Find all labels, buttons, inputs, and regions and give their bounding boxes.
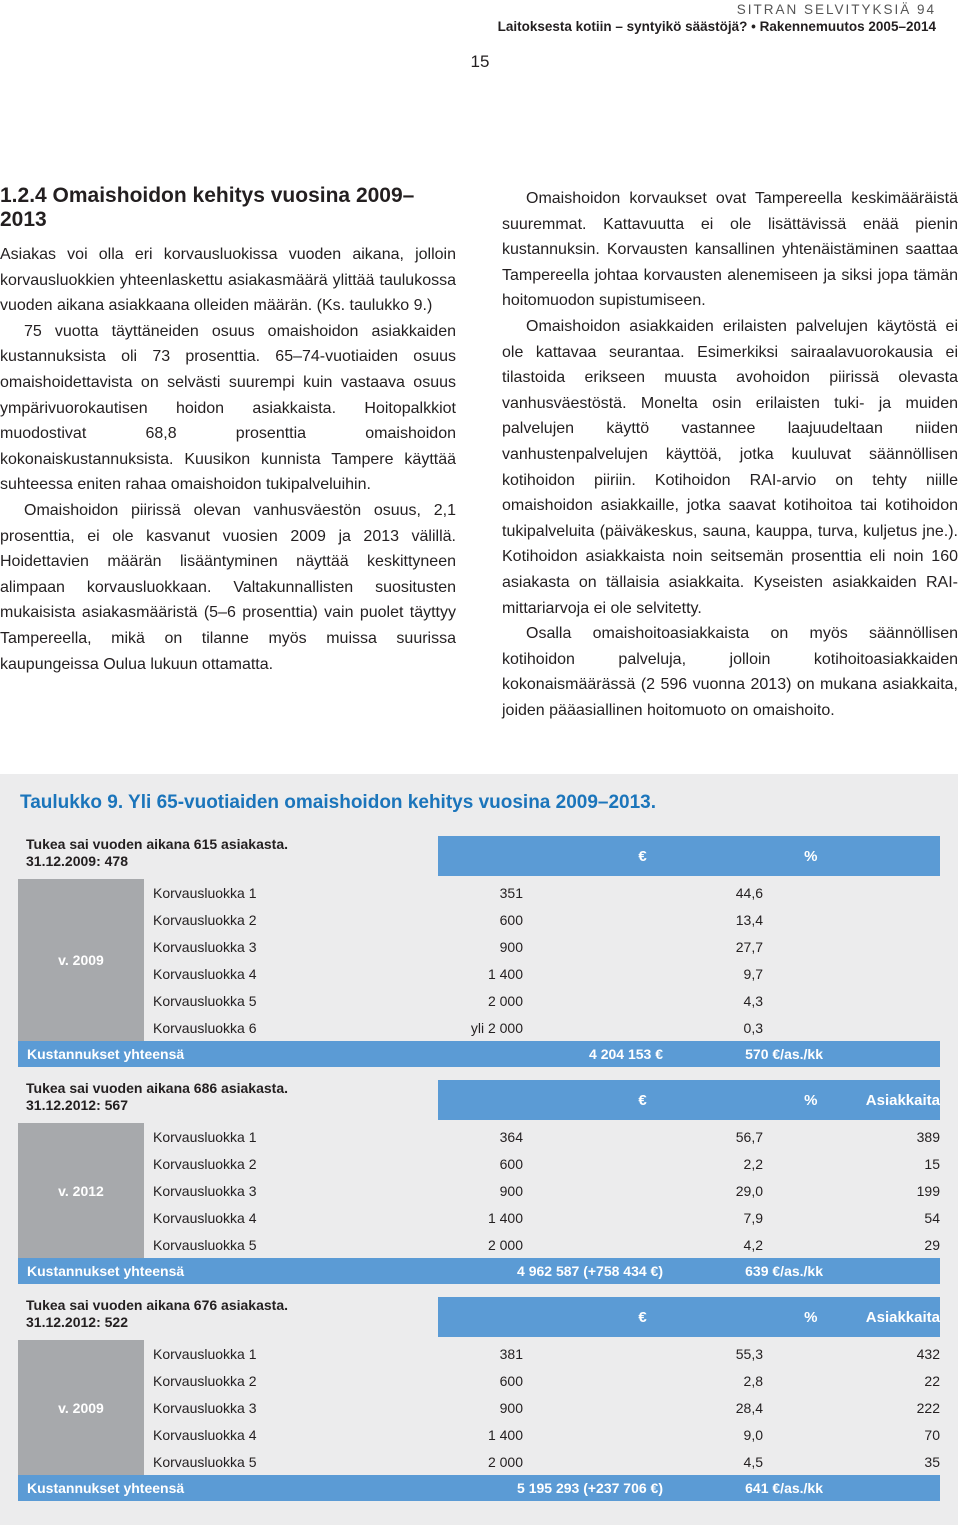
class-cell: Korvausluokka 2 xyxy=(153,1372,257,1389)
rows xyxy=(144,1123,940,1258)
class-cell: Korvausluokka 3 xyxy=(153,938,257,955)
eur-cell: 600 xyxy=(499,1372,523,1389)
eur-cell: 351 xyxy=(499,884,523,901)
class-cell: Korvausluokka 1 xyxy=(153,884,257,901)
series-name: SITRAN SELVITYKSIÄ 94 xyxy=(736,2,936,17)
table-row xyxy=(144,1014,940,1041)
eur-cell: 600 xyxy=(499,1155,523,1172)
publication-subtitle: Laitoksesta kotiin – syntyikö säästöjä? • Rakennemuutos 2005–2014 xyxy=(497,19,936,34)
paragraph: 75 vuotta täyttäneiden osuus omaishoidon asiakkaiden kustannuksista oli 73 prosenttia. 65–74-vuotiaiden osuus omaishoidettavista on selvästi suurempi kuin vastaava osuus ympärivuorokautisen hoidon asiakkaista. Hoitopalkkiot muodostivat 68,8 prosenttia omaishoidon kokonaiskustannuksista. Kuusikon kunnista Tampere käyttää suhteessa eniten rahaa omaishoidon tukipalveluihin. xyxy=(0,322,456,494)
col-header-clients: Asiakkaita xyxy=(865,1091,940,1109)
class-cell: Korvausluokka 4 xyxy=(153,965,257,982)
col-header-eur: € xyxy=(638,847,647,865)
clients-cell: 389 xyxy=(916,1128,940,1145)
class-cell: Korvausluokka 5 xyxy=(153,1236,257,1253)
totals-per-client: 639 €/as./kk xyxy=(745,1263,823,1279)
class-cell: Korvausluokka 5 xyxy=(153,992,257,1009)
running-header xyxy=(498,0,936,35)
column-header-bar xyxy=(438,836,940,876)
clients-cell: 54 xyxy=(924,1209,940,1226)
column-header-bar xyxy=(438,1080,940,1120)
col-header-pct: % xyxy=(804,847,818,865)
eur-cell: 381 xyxy=(499,1345,523,1362)
pct-cell: 13,4 xyxy=(735,911,763,928)
pct-cell: 27,7 xyxy=(735,938,763,955)
table-block-2009 xyxy=(18,836,940,1067)
class-cell: Korvausluokka 1 xyxy=(153,1345,257,1362)
pct-cell: 9,0 xyxy=(743,1426,763,1443)
pct-cell: 29,0 xyxy=(735,1182,763,1199)
pct-cell: 9,7 xyxy=(743,965,763,982)
pct-cell: 4,5 xyxy=(743,1453,763,1470)
clients-total: Tukea sai vuoden aikana 615 asiakasta. xyxy=(26,836,289,852)
eur-cell: 2 000 xyxy=(487,1236,523,1253)
rows xyxy=(144,1340,940,1475)
block-body xyxy=(18,879,940,1041)
totals-eur: 4 204 153 € xyxy=(589,1046,663,1062)
eur-cell: yli 2 000 xyxy=(470,1019,523,1036)
totals-per-client: 641 €/as./kk xyxy=(745,1480,823,1496)
col-header-eur: € xyxy=(638,1308,647,1326)
year-cell: v. 2009 xyxy=(18,879,144,1041)
col-header-clients: Asiakkaita xyxy=(865,1308,940,1326)
table-row xyxy=(144,1231,940,1258)
page-number: 15 xyxy=(470,52,490,71)
class-cell: Korvausluokka 3 xyxy=(153,1399,257,1416)
table-row xyxy=(144,1150,940,1177)
pct-cell: 44,6 xyxy=(735,884,763,901)
paragraph: Omaishoidon korvaukset ovat Tampereella keskimääräistä suuremmat. Kattavuutta ei ole lisättävissä enää pienin kustannuksin. Korvausten kansallinen yhtenäistäminen saattaa Tampereella johtaa korvausten alenemiseen ja siksi jopa tämän hoitomuodon supistumiseen. xyxy=(502,190,958,310)
table-row xyxy=(144,1421,940,1448)
rows xyxy=(144,879,940,1041)
totals-row xyxy=(18,1258,940,1284)
totals-label: Kustannukset yhteensä xyxy=(27,1046,185,1062)
class-cell: Korvausluokka 4 xyxy=(153,1426,257,1443)
eur-cell: 1 400 xyxy=(487,965,523,982)
year-cell: v. 2009 xyxy=(18,1340,144,1475)
eur-cell: 1 400 xyxy=(487,1426,523,1443)
clients-cell: 35 xyxy=(924,1453,940,1470)
class-cell: Korvausluokka 2 xyxy=(153,1155,257,1172)
paragraph: Omaishoidon asiakkaiden erilaisten palvelujen käytöstä ei ole kattavaa seurantaa. Esimerkiksi sairaalavuorokausia ei tilastoida erikseen muusta avohoidon piirissä olevasta vanhusväestöstä. Monelta osin erilaisten tuki- ja muiden palvelujen käyttö vastannee laajuudeltaan niiden vanhustenpalvelujen käyttöä, jotka kuuluvat säännöllisen kotihoidon piiriin. Kotihoidon RAI-arvio on tehty niille omaishoidon asiakkaille, jotka saavat kotihoitoa tai kotihoidon tukipalveluita (päiväkeskus, sauna, kauppa, turva, kuljetus jne.). Kotihoidon asiakkaista noin seitsemän prosenttia eli noin 160 asiakasta on tällaisia asiakkaita. Kyseisten asiakkaiden RAI-mittariarvoja ei ole selvitetty. xyxy=(502,317,958,617)
col-header-pct: % xyxy=(804,1091,818,1109)
section-title: 1.2.4 Omaishoidon kehitys vuosina 2009–2013 xyxy=(0,184,415,231)
totals-label: Kustannukset yhteensä xyxy=(27,1480,185,1496)
block-info xyxy=(26,1080,288,1114)
col-header-pct: % xyxy=(804,1308,818,1326)
clients-cell: 222 xyxy=(916,1399,940,1416)
block-body xyxy=(18,1123,940,1258)
clients-total: Tukea sai vuoden aikana 676 asiakasta. xyxy=(26,1297,289,1313)
eur-cell: 900 xyxy=(499,1399,523,1416)
pct-cell: 7,9 xyxy=(743,1209,763,1226)
class-cell: Korvausluokka 3 xyxy=(153,1182,257,1199)
table-row xyxy=(144,933,940,960)
pct-cell: 4,3 xyxy=(743,992,763,1009)
block-body xyxy=(18,1340,940,1475)
block-header xyxy=(18,1080,940,1123)
eur-cell: 364 xyxy=(499,1128,523,1145)
totals-eur: 4 962 587 (+758 434 €) xyxy=(517,1263,663,1279)
eur-cell: 1 400 xyxy=(487,1209,523,1226)
table-block-2012 xyxy=(18,1080,940,1284)
eur-cell: 900 xyxy=(499,938,523,955)
table-row xyxy=(144,1394,940,1421)
clients-cell: 22 xyxy=(924,1372,940,1389)
block-header xyxy=(18,836,940,879)
totals-row xyxy=(18,1475,940,1501)
pct-cell: 2,2 xyxy=(743,1155,763,1172)
block-header xyxy=(18,1297,940,1340)
paragraph: Omaishoidon piirissä olevan vanhusväestön osuus, 2,1 prosenttia, ei ole kasvanut vuosien 2009 ja 2013 välillä. Hoidettavien määrän lisääntyminen näyttää keskittyneen alimpaan korvausluokkaan. Valtakunnallisten suositusten mukaisista asiakasmääristä (5–6 prosenttia) vain puolet täyttyy Tampereella, mikä on tilanne myös muissa suurissa kaupungeissa Oulua lukuun ottamatta. xyxy=(0,501,456,673)
table-row xyxy=(144,987,940,1014)
table-caption: Taulukko 9. Yli 65-vuotiaiden omaishoidon kehitys vuosina 2009–2013. xyxy=(20,792,657,813)
pct-cell: 55,3 xyxy=(735,1345,763,1362)
eur-cell: 2 000 xyxy=(487,992,523,1009)
table-row xyxy=(144,1367,940,1394)
table-row xyxy=(144,1177,940,1204)
table-row xyxy=(144,960,940,987)
class-cell: Korvausluokka 6 xyxy=(153,1019,257,1036)
table-row xyxy=(144,906,940,933)
right-column xyxy=(502,186,958,723)
clients-cell: 15 xyxy=(924,1155,940,1172)
clients-cell: 432 xyxy=(916,1345,940,1362)
pct-cell: 0,3 xyxy=(743,1019,763,1036)
table-row xyxy=(144,879,940,906)
left-column xyxy=(0,184,456,677)
class-cell: Korvausluokka 1 xyxy=(153,1128,257,1145)
column-header-bar xyxy=(438,1297,940,1337)
block-info xyxy=(26,836,288,870)
table-row xyxy=(144,1448,940,1475)
eur-cell: 900 xyxy=(499,1182,523,1199)
paragraph: Asiakas voi olla eri korvausluokissa vuoden aikana, jolloin korvausluokkien yhteenlaskettu asiakasmäärä ylittää taulukossa vuoden aikana asiakkaana olleiden määrän. (Ks. taulukko 9.) xyxy=(0,246,456,315)
pct-cell: 56,7 xyxy=(735,1128,763,1145)
col-header-eur: € xyxy=(638,1091,647,1109)
clients-year-end: 31.12.2009: 478 xyxy=(26,853,128,869)
paragraph: Osalla omaishoitoasiakkaista on myös säännöllisen kotihoidon palveluja, jolloin kotihoitoasiakkaiden kokonaismäärässä (2 596 vuonna 2013) on mukana asiakkaita, joiden pääasiallinen hoitomuoto on omaishoito. xyxy=(502,625,958,719)
clients-year-end: 31.12.2012: 522 xyxy=(26,1314,128,1330)
totals-row xyxy=(18,1041,940,1067)
clients-cell: 29 xyxy=(924,1236,940,1253)
table-row xyxy=(144,1123,940,1150)
class-cell: Korvausluokka 5 xyxy=(153,1453,257,1470)
clients-cell: 70 xyxy=(924,1426,940,1443)
totals-label: Kustannukset yhteensä xyxy=(27,1263,185,1279)
table-row xyxy=(144,1204,940,1231)
pct-cell: 2,8 xyxy=(743,1372,763,1389)
eur-cell: 600 xyxy=(499,911,523,928)
block-info xyxy=(26,1297,288,1331)
eur-cell: 2 000 xyxy=(487,1453,523,1470)
pct-cell: 4,2 xyxy=(743,1236,763,1253)
table-block-2013 xyxy=(18,1297,940,1501)
clients-cell: 199 xyxy=(916,1182,940,1199)
class-cell: Korvausluokka 4 xyxy=(153,1209,257,1226)
table-row xyxy=(144,1340,940,1367)
pct-cell: 28,4 xyxy=(735,1399,763,1416)
clients-year-end: 31.12.2012: 567 xyxy=(26,1097,128,1113)
year-cell: v. 2012 xyxy=(18,1123,144,1258)
clients-total: Tukea sai vuoden aikana 686 asiakasta. xyxy=(26,1080,289,1096)
totals-per-client: 570 €/as./kk xyxy=(745,1046,823,1062)
totals-eur: 5 195 293 (+237 706 €) xyxy=(517,1480,663,1496)
class-cell: Korvausluokka 2 xyxy=(153,911,257,928)
